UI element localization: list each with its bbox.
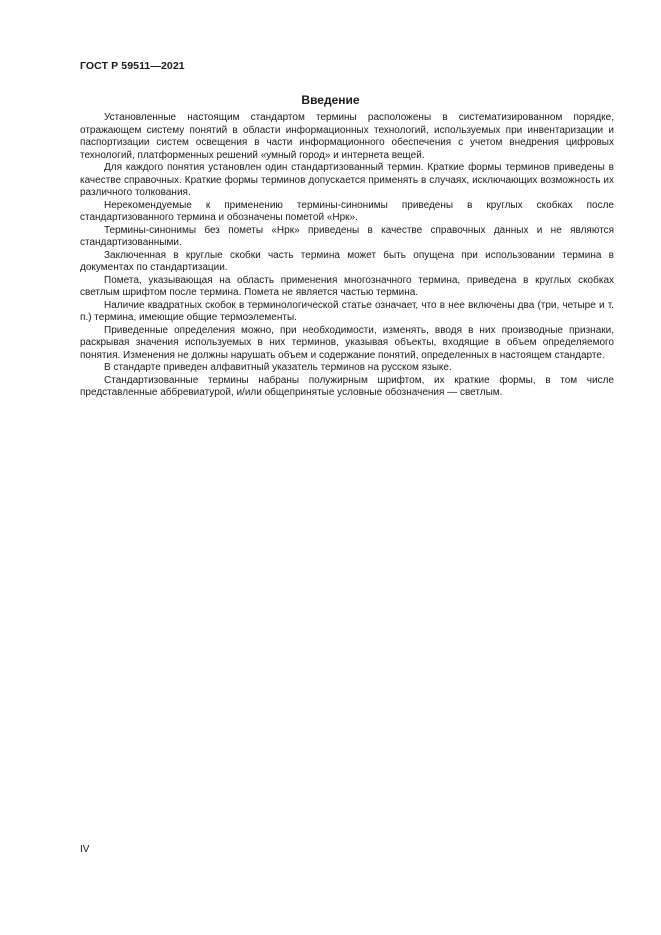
paragraph-index: В стандарте приведен алфавитный указатель терминов на русском языке. — [104, 362, 452, 373]
paragraph-not-recommended-synonyms: Нерекомендуемые к применению термины-синонимы приведены в круглых скобках после стандартизованного термина и обозначены пометой «Нрк». — [80, 199, 614, 223]
paragraph-reference-synonyms: Термины-синонимы без пометы «Нрк» приведены в качестве справочных данных и не являются стандартизованными. — [80, 224, 614, 248]
paragraph-optional-part: Заключенная в круглые скобки часть термина может быть опущена при использовании термина в документах по стандартизации. — [80, 249, 614, 273]
paragraph-definitions: Приведенные определения можно, при необходимости, изменять, вводя в них производные признаки, раскрывая значения используемых в них терминов, указывая объекты, входящие в объем определяемого понятия. Изменения не должны нарушать объем и содержание понятий, определенных в настоящем стандарте. — [80, 324, 614, 361]
paragraph-standard-term: Для каждого понятия установлен один стандартизованный термин. Краткие формы терминов приведены в качестве справочных. Краткие формы терминов допускается применять в случаях, исключающих возможность их различного толкования. — [80, 162, 614, 198]
page-number: IV — [80, 844, 90, 855]
paragraph-ordering: Установленные настоящим стандартом термины расположены в систематизированном порядке, отражающем систему понятий в области информационных технологий, используемых при инвентаризации и паспортизации систем освещения в части информационного обеспечения с учетом внедрения цифровых технологий, платформенных решений «умный город» и интернета вещей. — [80, 112, 614, 161]
paragraph-typography: Стандартизованные термины набраны полужирным шрифтом, их краткие формы, в том числе представленные аббревиатурой, и/или общепринятые условные обозначения — светлым. — [80, 374, 614, 398]
paragraph-scope-label: Помета, указывающая на область применения многозначного термина, приведена в круглых скобках светлым шрифтом после термина. Помета не является частью термина. — [80, 274, 614, 298]
document-code: ГОСТ Р 59511—2021 — [80, 60, 185, 72]
paragraph-square-brackets: Наличие квадратных скобок в терминологической статье означает, что в нее включены два (три, четыре и т. п.) термина, имеющие общие термоэлементы. — [80, 299, 614, 323]
section-title: Введение — [301, 93, 360, 107]
introduction-body — [80, 112, 614, 400]
